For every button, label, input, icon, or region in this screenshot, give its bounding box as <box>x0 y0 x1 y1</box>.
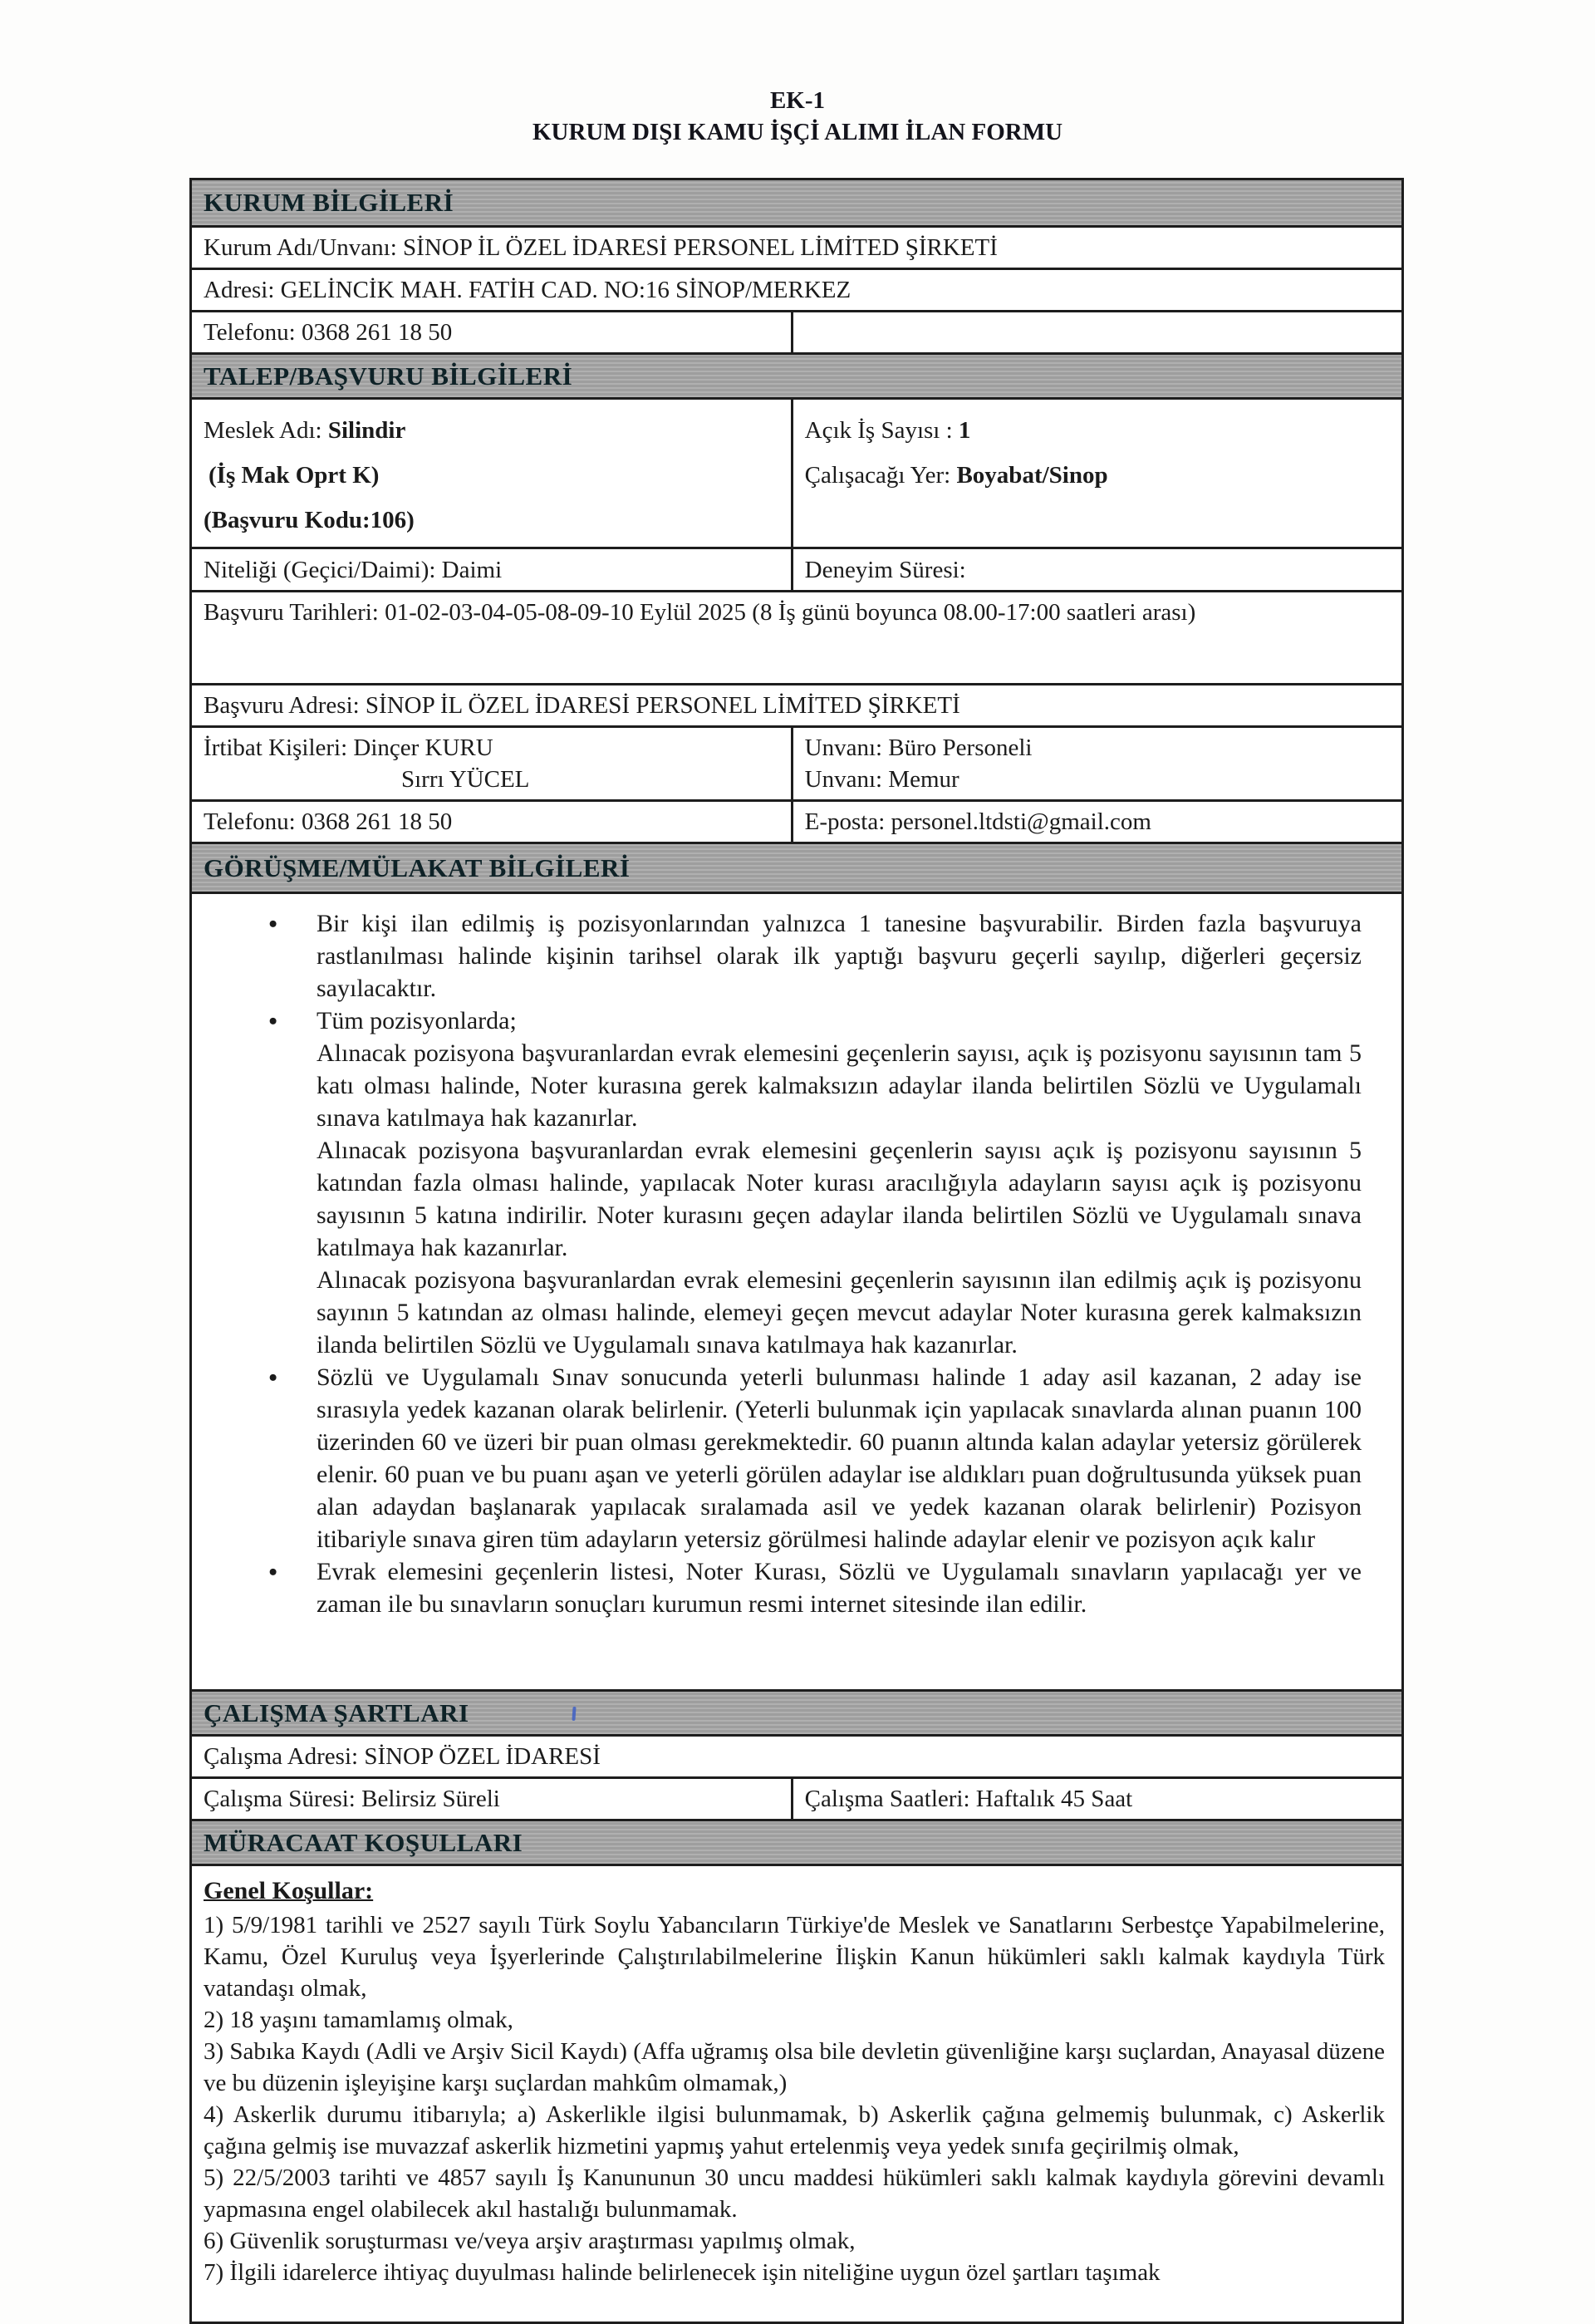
gorusme-list-item <box>217 1005 1377 1037</box>
unvan-line1: Unvanı: Büro Personeli <box>804 735 1033 761</box>
genel-kosullar-title: Genel Koşullar: <box>204 1877 374 1904</box>
genel-kosul-item-text: 4) Askerlik durumu itibarıyla; a) Askerlikle ilgisi bulunmamak, b) Askerlik çağına gelmemiş bulunmak, c) Askerlik çağına gelmiş ise muvazzaf askerlik hizmetini yapmış yahut ertelenmiş veya yedek sınıfa geçirilmiş olmak, <box>204 2101 1385 2159</box>
kurum-telefon-cell <box>192 312 793 352</box>
irtibat-cell <box>192 728 793 799</box>
acik-is-cell <box>793 400 1401 547</box>
row-basvuru-adresi <box>192 683 1401 725</box>
nitelik-cell <box>192 549 793 590</box>
meslek-line3: (Başvuru Kodu:106) <box>204 507 415 533</box>
row-basvuru-tarihleri <box>192 590 1401 683</box>
acik-is-value: 1 <box>958 417 971 444</box>
gorusme-list-item <box>217 1134 1377 1264</box>
genel-kosul-item-text: 1) 5/9/1981 tarihli ve 2527 sayılı Türk Soylu Yabancıların Türkiye'de Meslek ve Sanatlarını Serbestçe Yapabilmelerine, Kamu, Özel Kuruluş veya İşyerlerinde Çalıştırılabilmelerine İlişkin Kanun hükümleri saklı kalmak kaydıyla Türk vatandaşı olmak, <box>204 1912 1385 2002</box>
genel-kosul-item-text: 7) İlgili idarelerce ihtiyaç duyulması halinde belirlenecek işin niteliğine uygun özel şartları taşımak <box>204 2259 1161 2286</box>
deneyim-text: Deneyim Süresi: <box>804 556 966 583</box>
form-title: KURUM DIŞI KAMU İŞÇİ ALIMI İLAN FORMU <box>532 119 1063 145</box>
kurum-adres-text: Adresi: GELİNCİK MAH. FATİH CAD. NO:16 SİNOP/MERKEZ <box>204 277 851 303</box>
calisma-suresi-cell <box>192 1779 793 1819</box>
unvan-cell <box>793 728 1401 799</box>
meslek-line2: (İş Mak Oprt K) <box>209 462 380 489</box>
genel-kosul-item-text: 5) 22/5/2003 tarihti ve 4857 sayılı İş Kanununun 30 uncu maddesi hükümleri saklı kalmak kaydıyla görevini devamlı yapmasına engel olabilecek akıl hastalığı bulunmamak. <box>204 2164 1385 2223</box>
genel-kosul-item <box>204 1909 1390 2004</box>
form-code: EK-1 <box>769 87 826 114</box>
gorusme-item-text: Sözlü ve Uygulamalı Sınav sonucunda yeterli bulunması halinde 1 aday asil kazanan, 2 aday ise sırasıyla yedek kazanan olarak belirlenir. (Yeterli bulunmak için yapılacak sınavlarda alınan puanın 100 üzerinden 60 ve üzeri bir puan olması gerekmektedir. 60 puanın altında kalan adaylar yetersiz görülerek elenir. 60 puan ve bu puanı aşan ve yeterli görülen adaylar ise aldıkları puan doğrultusunda yüksek puan alan adaydan başlanarak yapılacak sıralamada asil ve yedek kazanan olarak belirlenir) Pozisyon itibariyle sınava giren tüm adayların yetersiz görülmesi halinde adaylar elenir ve pozisyon açık kalır <box>317 1363 1362 1553</box>
section-header-calisma-sartlari <box>192 1689 1401 1734</box>
row-nitelik <box>192 547 1401 590</box>
row-kurum-adres <box>192 268 1401 310</box>
meslek-cell <box>192 400 793 547</box>
row-telefon-eposta <box>192 799 1401 842</box>
kurum-telefon-empty-cell <box>793 312 1401 352</box>
genel-kosul-item <box>204 2225 1390 2257</box>
document-title <box>0 85 1595 148</box>
telefon-text: Telefonu: 0368 261 18 50 <box>204 808 453 835</box>
calisma-saatleri-cell <box>793 1779 1401 1819</box>
row-kurum-telefon <box>192 310 1401 352</box>
deneyim-cell <box>793 549 1401 590</box>
irtibat-line2: Sırrı YÜCEL <box>401 766 530 793</box>
genel-kosul-item <box>204 2099 1390 2162</box>
acik-is-line: Açık İş Sayısı : 1 <box>804 417 971 444</box>
gorusme-item-text: Bir kişi ilan edilmiş iş pozisyonlarından yalnızca 1 tanesine başvurabilir. Birden fazla başvuruya rastlanılması halinde kişinin tarihsel olarak ilk yaptığı başvuru geçerli sayılıp, diğerleri geçersiz sayılacaktır. <box>317 910 1362 1002</box>
irtibat-line1: İrtibat Kişileri: Dinçer KURU <box>204 735 493 761</box>
kurum-telefon-text: Telefonu: 0368 261 18 50 <box>204 319 453 346</box>
row-calisma-adresi <box>192 1734 1401 1776</box>
eposta-cell <box>793 802 1401 842</box>
genel-kosullar-content <box>192 1864 1401 2322</box>
calisma-adresi-text: Çalışma Adresi: SİNOP ÖZEL İDARESİ <box>204 1743 601 1770</box>
genel-kosullar-list <box>204 1909 1390 2288</box>
calisacagi-value: Boyabat/Sinop <box>956 462 1108 489</box>
section-header-muracaat-kosullari <box>192 1819 1401 1864</box>
eposta-text: E-posta: personel.ltdsti@gmail.com <box>804 808 1151 835</box>
genel-kosul-item <box>204 2004 1390 2036</box>
section-header-label: MÜRACAAT KOŞULLARI <box>204 1827 523 1857</box>
genel-kosul-item <box>204 2257 1390 2288</box>
section-header-talep-basvuru <box>192 352 1401 397</box>
gorusme-item-text: Alınacak pozisyona başvuranlardan evrak elemesini geçenlerin sayısının ilan edilmiş açık iş pozisyonu sayının 5 katından az olması halinde, elemeyi geçen mevcut adaylar Noter kurasına gerek kalmaksızın ilanda belirtilen Sözlü ve Uygulamalı sınava katılmaya hak kazanırlar. <box>317 1266 1362 1359</box>
gorusme-item-text: Evrak elemesini geçenlerin listesi, Noter Kurası, Sözlü ve Uygulamalı sınavların yapılacağı yer ve zaman ile bu sınavların sonuçları kurumun resmi internet sitesinde ilan edilir. <box>317 1558 1362 1618</box>
genel-kosul-item-text: 3) Sabıka Kaydı (Adli ve Arşiv Sicil Kaydı) (Affa uğramış olsa bile devletin güvenliğine karşı suçlardan, Anayasal düzene ve bu düzenin işleyişine karşı suçlardan mahkûm olmamak,) <box>204 2038 1385 2096</box>
section-header-kurum-bilgileri <box>192 180 1401 225</box>
calisma-saatleri-text: Çalışma Saatleri: Haftalık 45 Saat <box>804 1786 1133 1812</box>
gorusme-list-item <box>217 1037 1377 1134</box>
row-calisma-suresi <box>192 1776 1401 1819</box>
gorusme-list-item <box>217 1264 1377 1361</box>
genel-kosul-item-text: 6) Güvenlik soruşturması ve/veya arşiv araştırması yapılmış olmak, <box>204 2228 856 2254</box>
gorusme-item-text: Tüm pozisyonlarda; <box>317 1007 517 1034</box>
row-kurum-adi <box>192 225 1401 268</box>
basvuru-tarihleri-text: Başvuru Tarihleri: 01-02-03-04-05-08-09-10 Eylül 2025 (8 İş günü boyunca 08.00-17:00 saatleri arası) <box>204 599 1196 626</box>
meslek-line1: Meslek Adı: Silindir <box>204 417 406 444</box>
section-header-label: ÇALIŞMA ŞARTLARI <box>204 1698 469 1727</box>
genel-kosul-item-text: 2) 18 yaşını tamamlamış olmak, <box>204 2007 513 2033</box>
genel-kosul-item <box>204 2162 1390 2225</box>
nitelik-text: Niteliği (Geçici/Daimi): Daimi <box>204 556 503 583</box>
basvuru-adresi-text: Başvuru Adresi: SİNOP İL ÖZEL İDARESİ PERSONEL LİMİTED ŞİRKETİ <box>204 692 960 719</box>
section-header-label: GÖRÜŞME/MÜLAKAT BİLGİLERİ <box>204 852 631 882</box>
calisacagi-line: Çalışacağı Yer: Boyabat/Sinop <box>804 462 1108 489</box>
row-meslek <box>192 397 1401 547</box>
meslek-value: Silindir <box>327 417 406 444</box>
section-header-label: TALEP/BAŞVURU BİLGİLERİ <box>204 361 573 391</box>
gorusme-item-text: Alınacak pozisyona başvuranlardan evrak elemesini geçenlerin sayısı, açık iş pozisyonu sayısının tam 5 katı olması halinde, Noter kurasına gerek kalmaksızın adaylar ilanda belirtilen Sözlü ve Uygulamalı sınava katılmaya hak kazanırlar. <box>317 1039 1362 1132</box>
genel-kosul-item <box>204 2036 1390 2099</box>
gorusme-list-item <box>217 1555 1377 1620</box>
telefon-cell <box>192 802 793 842</box>
calisma-suresi-text: Çalışma Süresi: Belirsiz Süreli <box>204 1786 500 1812</box>
kurum-adi-text: Kurum Adı/Unvanı: SİNOP İL ÖZEL İDARESİ PERSONEL LİMİTED ŞİRKETİ <box>204 234 998 261</box>
row-irtibat <box>192 725 1401 799</box>
gorusme-item-text: Alınacak pozisyona başvuranlardan evrak elemesini geçenlerin sayısı açık iş pozisyonu sayısının 5 katından fazla olması halinde, yapılacak Noter kurası aracılığıyla adayların sayısı açık iş pozisyonu sayısının 5 katına indirilir. Noter kurasını geçen adaylar ilanda belirtilen Sözlü ve Uygulamalı sınava katılmaya hak kazanırlar. <box>317 1137 1362 1261</box>
form-table <box>189 178 1404 2324</box>
section-header-label: KURUM BİLGİLERİ <box>204 188 454 217</box>
section-header-gorusme-mulakat <box>192 842 1401 892</box>
gorusme-list-item <box>217 1361 1377 1555</box>
unvan-line2: Unvanı: Memur <box>804 766 959 793</box>
gorusme-list-item <box>217 907 1377 1005</box>
gorusme-content <box>192 892 1401 1689</box>
pen-mark <box>572 1707 576 1721</box>
